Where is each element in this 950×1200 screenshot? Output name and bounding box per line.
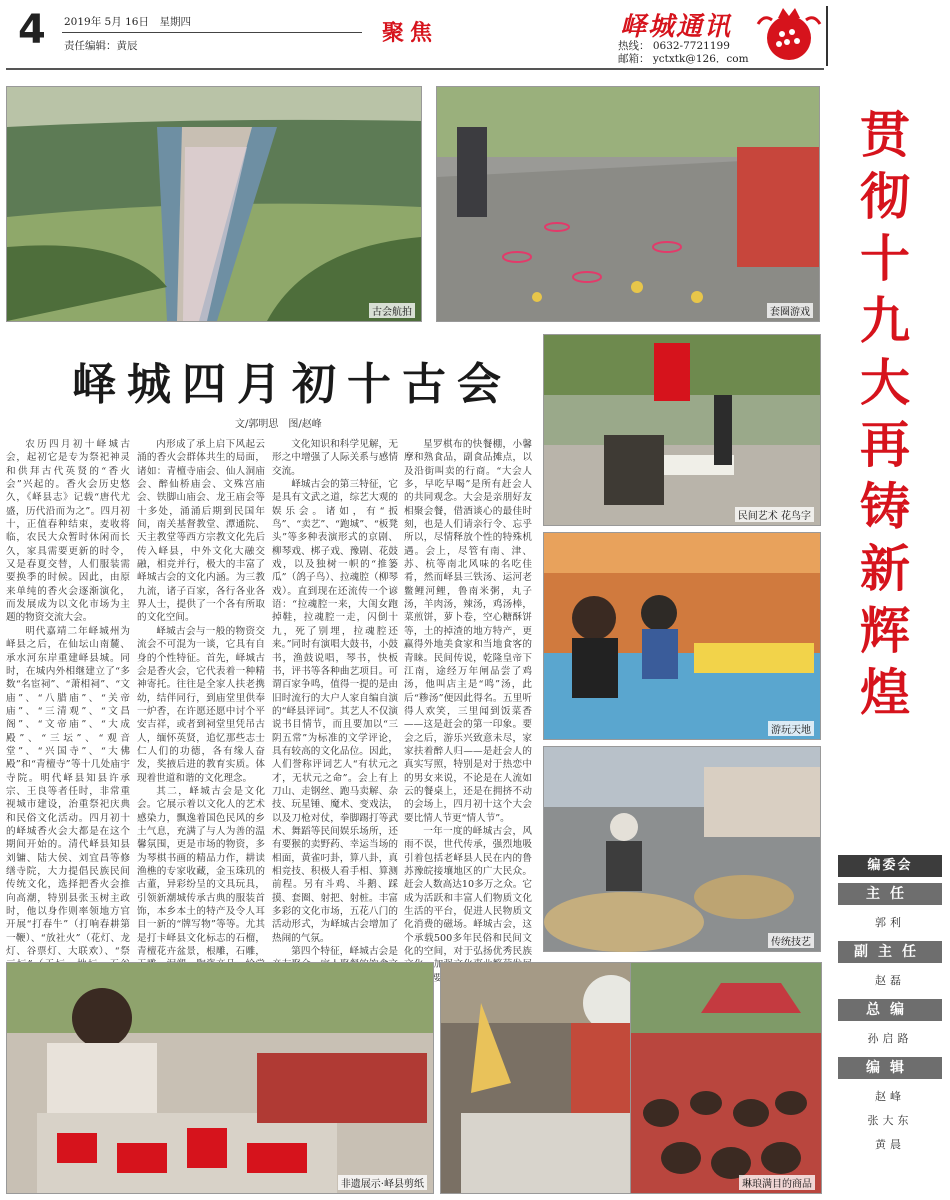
section-title: 聚焦 xyxy=(382,21,439,46)
committee-name: 张大东 xyxy=(867,1114,913,1127)
paragraph: 其二，峄城古会是文化会。它展示着以文化人的艺术感染力，飘逸着国色民风的乡土气息，充满了与人为善的温馨氛围，更是市场的物资，多为琴棋书画的精品力作，耕读渔樵的专家收藏，金玉珠玑的古董，异彩纷呈的文具玩具，引领新潮城传承古典的服装首饰，本乡本土的特产及令人耳目一新的“牌写物”等等。尤其是打卡峄县文化标志的石榴，青檀花卉盆景，根雕，石雕， xyxy=(137,785,265,958)
email: 邮箱： yctxtk@126．com xyxy=(618,53,749,65)
slogan-char: 铸 xyxy=(860,478,910,536)
article-column-3 xyxy=(272,438,398,956)
slogan-char: 新 xyxy=(860,540,910,598)
article-column-2 xyxy=(137,438,265,956)
article-column-1 xyxy=(6,438,130,956)
paragraph: 明代嘉靖二年峄城州为峄县之后，在仙坛山南麓、承水河东岸重建峄县城。同时，在城内外相继建立了“多数“名宦祠”、“萧相祠”、“文庙”、“八腊庙”、“关帝庙”、“三清观”、“文昌阁”、“文帝庙”、“大成殿”、“三坛”、“观音堂”、“兴国寺”、“大佛殿”和“青檀寺”等十几处庙宇寺院。明代峄县知县许承宗、王良等者任时，非常重视城市建设，治重祭祀庆典和民俗文化活动。四月初十的峄城香火会大都是在这个期间开始的。清代峄县知县刘镛、陆大侯、刘宜昌等修缮寺院，大力提倡民族民间传统文化，选择把香火会推向高潮，特别县张玉树主政时，他以身作则率领地方官开展“打春牛”（打响春耕第一鞭）、“放社火”（花灯、龙灯、谷票灯、大联欢）、“祭 xyxy=(6,625,130,958)
header-vertical-rule xyxy=(826,6,828,66)
paragraph: 峄城古会的第三特征，它是具有文武之道，综艺大观的娱乐会。诸如，有“扳鸟”、“卖艺”、“跑城”、“板凳头”等多种表演形式的京剧、柳琴戏、梆子戏、豫剧、花鼓戏，以及独树一帜的“推篓瓜”（鸽子鸟）、拉魂腔（柳琴戏）。直到现在还流传一个谚语：“拉魂腔一来，大闺女跑掉鞋，拉魂腔一走，闪倒十九，死了别埋，拉魂腔还来。”同时有演唱大鼓书，小鼓书，渔鼓说唱，琴书，快板书，评书等各种曲艺项目。可谓百家争鸣，值得一提的是由旧时流行的大户人家自编自演的“峄县评词”。其艺人不仅演说书目情节，而且要加以“三阴五常”为标准的文学评论，具有较高的文化品位。因此，人们誉称评词艺人“有状元之才，无状元之命”。会上有上刀山、走钢丝、跑马卖解、杂技、玩星锤、魔术、变戏法，以及刀枪对仗，拳脚踢打等武术、舞蹈等民间娱乐场所，还有要猴的卖野药、幸运当场的相面，黄雀叼卦，算八卦，真相竞技、积极人看手相、算测前程。另有斗鸡、斗鹅、踩摸、套圈、射把、射桩。丰富多彩的文化市场，五花八门的活动形式，为峄城古会增加了热闹的气氛。 xyxy=(272,479,398,944)
committee-name: 赵峰 xyxy=(875,1090,905,1103)
committee-role: 副主任 xyxy=(838,941,942,963)
header-rule xyxy=(6,68,824,70)
paragraph: 文化知识和科学见解，无形之中增强了人际关系与感情交流。 xyxy=(272,439,398,477)
photo-weaving xyxy=(543,746,821,952)
committee-role: 总编 xyxy=(838,999,942,1021)
photo-pottery xyxy=(630,962,822,1194)
committee-name: 黄晨 xyxy=(875,1138,905,1151)
pomegranate-logo xyxy=(754,4,824,66)
caption-pottery: 琳琅满目的商品 xyxy=(739,1175,815,1190)
caption-papercut: 非遗展示·峄县剪纸 xyxy=(338,1175,427,1190)
newspaper-brand: 峄城通讯 xyxy=(620,12,733,42)
paragraph: 一年一度的峄城古会，风雨不误，世代传承，强烈地吸引着包括老峄县人民在内的鲁苏豫皖接壤地区的广大民众。赶会人数高达10多万之众。它成为活跃和丰富人们物质文化生活的平台，促进人民物质文化消费的磁场。峄城古会，这个承载500多年民俗和民间文化的空间，对于弘扬优秀民族 加 重要的 xyxy=(404,825,532,984)
hotline: 热线： 0632-7721199 xyxy=(618,40,730,52)
paragraph: 峄城古会与一般的物资交流会不可混为一谈，它具有自身的个性特征。首先，峄城古会是香火会，它代表着一种精神寄托。往往是全家人扶老携幼，结伴同行，到庙堂里供奉一炉香，在许愿还愿中讨个平安吉祥，或者到祠堂里凭吊古人，缅怀英贤，追忆那些志士仁人们的功德，各有缘人奋发，奖掖后进的教育实质。体现着世道和谐的文化理念。 xyxy=(137,625,265,784)
slogan-char: 大 xyxy=(860,354,910,412)
article-headline: 峄城四月初十古会 xyxy=(72,359,512,410)
slogan-char: 十 xyxy=(860,230,910,288)
caption-play-area: 游玩天地 xyxy=(768,721,814,736)
issue-date: 2019年 5月 16日 星期四 xyxy=(64,16,191,28)
photo-ring-toss xyxy=(436,86,820,322)
byline: 文/郭明思 图/赵峰 xyxy=(235,419,322,430)
committee-title: 编委会 xyxy=(838,855,942,877)
slogan-char: 再 xyxy=(860,416,910,474)
caption-weaving: 传统技艺 xyxy=(768,933,814,948)
slogan-char: 煌 xyxy=(860,664,910,722)
slogan-char: 彻 xyxy=(860,168,910,226)
caption-bridge: 古会航拍 xyxy=(369,303,415,318)
photo-bridge-aerial xyxy=(6,86,422,322)
committee-role: 编辑 xyxy=(838,1057,942,1079)
committee-name: 孙启路 xyxy=(867,1032,913,1045)
slogan-vertical xyxy=(826,104,944,844)
committee-name: 赵磊 xyxy=(875,974,905,987)
committee-name: 郭利 xyxy=(875,916,905,929)
caption-folk-art: 民间艺术 花鸟字 xyxy=(735,507,814,522)
responsible-editor: 责任编辑：黄辰 xyxy=(64,40,138,52)
caption-ring-toss: 套圈游戏 xyxy=(767,303,813,318)
paragraph: 内形成了承上启下风起云涌的香火会群体共生的局面，诸如：青檀寺庙会、仙人洞庙会、醉仙桥庙会、文殊宫庙会、铁脚山庙会、龙王庙会等十多处，涌涌后期到民国年间，南关基督教堂、潭通院、天主教堂等西方宗教文化先后传入峄县，中外文化大融交融，相竞并行，极大的丰富了峄城古会的文化内涵。为三教九流，诸子百家，各行各业各界人士，提供了一个各有所取的文化空间。 xyxy=(137,439,265,624)
paragraph: 星罗棋布的快餐棚，小馨摩和熟食品，副食品摊点，以及沿街叫卖的行商。“大会人多，早吃早喝”是所有赶会人的共同观念。大会是亲朋好友相聚会餐，借酒谈心的最佳时刻，也是人们请亲行令、忘乎所以，尽情释放个性的特殊机遇。会上，尽管有南、津、苏、杭等南北风味的名吃佳肴，然而峄县三铁汤、运河老鳖鲤河鲤，鲁南米粥，丸子汤，羊肉汤，辣汤，鸡汤棒，菜煎饼，萝卜卷，空心糖酥饼等，土的掉渣的地方特产，更赢得外地美食家和当地食客的青睐。民间传说，乾隆皇帝下江南，途经万年闸品尝了鸡汤，他叫店主是“鸣”汤，此后“糁汤”便因此得名。五里听得人欢笑，三里闻到饭菜香——这是赶会的第一印象。要会之后，游乐兴致意未尽，家家扶着醉人归——是赶会人的真实写照，特别是对于热恋中的男女来说，不论是在人流如云的餐桌上，还是在拥挤不动的会场上，四月初十这个大会要比情人节更“情人节”。 xyxy=(404,439,532,824)
committee-role: 主任 xyxy=(838,883,942,905)
editorial-committee xyxy=(838,855,942,1157)
photo-folk-art xyxy=(543,334,821,526)
page-number: 4 xyxy=(18,7,46,53)
photo-papercut xyxy=(6,962,434,1194)
paragraph: 农历四月初十峄城古会，起初它是专为祭祀神灵和供拜古代英贤的“香火会”兴起的。香火会历史悠久，《峄县志》记载“唐代尤盛，历代沿而为之”。四月初十，正值春种结束，麦收将临，农民大众暂时休闲而长久，家具需要更新的时令，又是春夏交替，人们服装需要换季的时候。因此，由原来单纯的香火会逐渐演化，而发展成为以文化市场为主题的物资交流大会。 xyxy=(6,439,130,624)
article-column-4 xyxy=(404,438,532,984)
header-rule-left xyxy=(62,32,362,33)
slogan-char: 贯 xyxy=(860,106,910,164)
paragraph: 第四个特征，峄城古会是 xyxy=(291,946,398,958)
slogan-char: 九 xyxy=(860,292,910,350)
slogan-char: 辉 xyxy=(860,602,910,660)
photo-play-area xyxy=(543,532,821,740)
